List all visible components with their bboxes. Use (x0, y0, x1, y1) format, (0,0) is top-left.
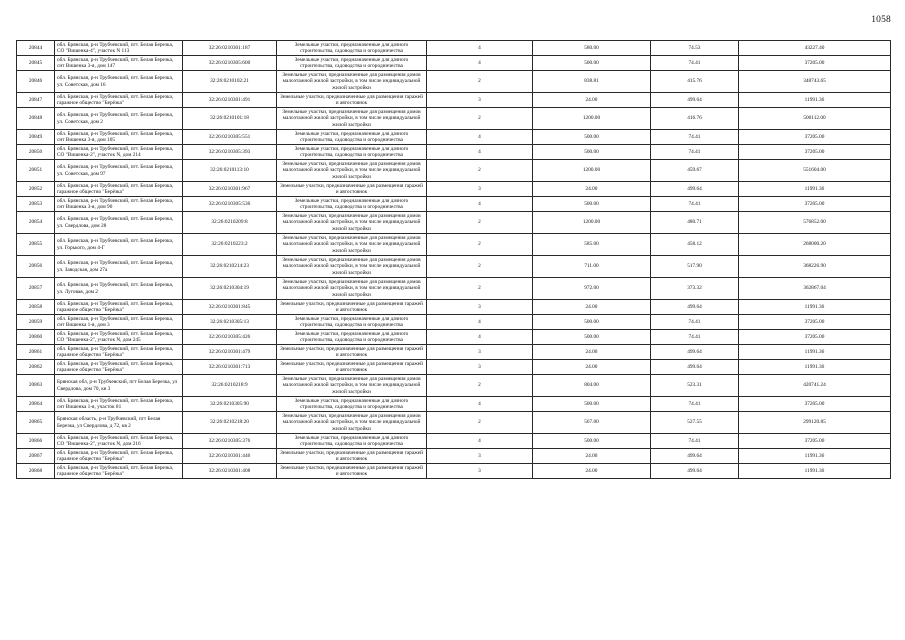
cadastral-value-cell: 368226.90 (739, 256, 891, 278)
cadastral-value-cell: 11991.36 (739, 93, 891, 108)
area-cell: 24.00 (533, 449, 651, 464)
record-number: 20865 (17, 412, 55, 434)
table-row (17, 56, 891, 71)
cadastral-value-cell: 11991.36 (739, 300, 891, 315)
land-use-cell: Земельные участки, предназначенные для дачного строительства, садоводства и огородничества (277, 330, 427, 345)
rate-cell: 523.31 (651, 375, 739, 397)
address-cell: обл. Брянская, р-н Трубчевский, пгт. Белая Березка, гаражное общество "Берёзка" (55, 93, 183, 108)
cadastral-value-cell: 37205.00 (739, 315, 891, 330)
cadastral-number: 32:26:0210305:600 (183, 56, 277, 71)
group-cell: 4 (427, 197, 533, 212)
table-row (17, 434, 891, 449)
rate-cell: 499.64 (651, 449, 739, 464)
address-cell: Брянская обл, р-н Трубчевский, пгт Белая Березка, ул Свердлова, дом 70, кв 3 (55, 375, 183, 397)
group-cell: 2 (427, 375, 533, 397)
group-cell: 4 (427, 145, 533, 160)
record-number: 20856 (17, 256, 55, 278)
table-row (17, 182, 891, 197)
group-cell: 4 (427, 56, 533, 71)
rate-cell: 74.41 (651, 397, 739, 412)
rate-cell: 499.64 (651, 300, 739, 315)
area-cell: 24.00 (533, 93, 651, 108)
record-number: 20848 (17, 108, 55, 130)
land-use-cell: Земельные участки, предназначенные для размещения домов малоэтажной жилой застройки, в том числе индивидуальной жилой застройки (277, 212, 427, 234)
rate-cell: 499.64 (651, 93, 739, 108)
address-cell: обл. Брянская, р-н Трубчевский, пгт. Белая Березка, снт Вишенка 3-я, дом 90 (55, 197, 183, 212)
area-cell: 972.00 (533, 278, 651, 300)
cadastral-number: 32:26:0210102:21 (183, 71, 277, 93)
cadastral-number: 32:26:0210301:845 (183, 300, 277, 315)
cadastral-number: 32:26:0210305:90 (183, 397, 277, 412)
cadastral-value-cell: 11991.36 (739, 464, 891, 479)
group-cell: 4 (427, 434, 533, 449)
table-row (17, 41, 891, 56)
group-cell: 4 (427, 397, 533, 412)
land-use-cell: Земельные участки, предназначенные для дачного строительства, садоводства и огородничества (277, 397, 427, 412)
table-row (17, 300, 891, 315)
record-number: 20868 (17, 464, 55, 479)
group-cell: 2 (427, 71, 533, 93)
cadastral-number: 32:26:0210301:187 (183, 41, 277, 56)
table-row (17, 278, 891, 300)
land-use-cell: Земельные участки, предназначенные для дачного строительства, садоводства и огородничества (277, 56, 427, 71)
address-cell: обл. Брянская, р-н Трубчевский, пгт. Белая Березка, ул. Свердлова, дом 28 (55, 212, 183, 234)
area-cell: 500.00 (533, 56, 651, 71)
area-cell: 567.00 (533, 412, 651, 434)
table-row (17, 145, 891, 160)
record-number: 20846 (17, 71, 55, 93)
group-cell: 4 (427, 315, 533, 330)
address-cell: обл. Брянская, р-н Трубчевский, пгт. Белая Березка, ул. Горького, дом 4-Г (55, 234, 183, 256)
table-row (17, 160, 891, 182)
address-cell: обл. Брянская, р-н Трубчевский, пгт. Белая Березка, гаражное общество "Берёзка" (55, 345, 183, 360)
cadastral-number: 32:26:0210301:479 (183, 345, 277, 360)
rate-cell: 373.32 (651, 278, 739, 300)
cadastral-number: 32:26:0210305:13 (183, 315, 277, 330)
rate-cell: 74.41 (651, 330, 739, 345)
table-row (17, 360, 891, 375)
address-cell: обл. Брянская, р-н Трубчевский, пгт. Белая Березка, снт Вишенка 1-я, дом 3 (55, 315, 183, 330)
land-use-cell: Земельные участки, предназначенные для размещения домов малоэтажной жилой застройки, в том числе индивидуальной жилой застройки (277, 71, 427, 93)
rate-cell: 517.90 (651, 256, 739, 278)
area-cell: 500.00 (533, 130, 651, 145)
address-cell: обл. Брянская, р-н Трубчевский, пгт. Белая Березка, гаражное общество "Берёзка" (55, 182, 183, 197)
table-row (17, 397, 891, 412)
cadastral-number: 32:26:0210301:491 (183, 93, 277, 108)
table-row (17, 315, 891, 330)
group-cell: 3 (427, 93, 533, 108)
cadastral-number: 32:26:0210301:713 (183, 360, 277, 375)
group-cell: 2 (427, 160, 533, 182)
cadastral-value-cell: 37205.00 (739, 197, 891, 212)
table-row (17, 330, 891, 345)
record-number: 20857 (17, 278, 55, 300)
record-number: 20851 (17, 160, 55, 182)
cadastral-number: 32:26:0210223:2 (183, 234, 277, 256)
area-cell: 500.00 (533, 434, 651, 449)
area-cell: 24.00 (533, 464, 651, 479)
record-number: 20845 (17, 56, 55, 71)
area-cell: 24.00 (533, 360, 651, 375)
table-row (17, 234, 891, 256)
cadastral-number: 32:26:0210301:408 (183, 464, 277, 479)
cadastral-number: 32:26:0210218:9 (183, 375, 277, 397)
cadastral-value-cell: 37205.00 (739, 330, 891, 345)
area-cell: 24.00 (533, 345, 651, 360)
cadastral-number: 32:26:0210301:446 (183, 449, 277, 464)
record-number: 20850 (17, 145, 55, 160)
area-cell: 804.00 (533, 375, 651, 397)
rate-cell: 74.41 (651, 145, 739, 160)
land-use-cell: Земельные участки, предназначенные для дачного строительства, садоводства и огородничества (277, 130, 427, 145)
table-row (17, 449, 891, 464)
address-cell: обл. Брянская, р-н Трубчевский, пгт. Белая Березка, снт Вишенка 1-я, участок 81 (55, 397, 183, 412)
address-cell: обл. Брянская, р-н Трубчевский, пгт. Белая Березка, гаражное общество "Берёзка" (55, 449, 183, 464)
cadastral-number: 32:26:0210301:967 (183, 182, 277, 197)
rate-cell: 459.67 (651, 160, 739, 182)
land-use-cell: Земельные участки, предназначенные для дачного строительства, садоводства и огородничества (277, 434, 427, 449)
cadastral-value-cell: 500112.00 (739, 108, 891, 130)
group-cell: 2 (427, 234, 533, 256)
land-use-cell: Земельные участки, предназначенные для размещения домов малоэтажной жилой застройки, в том числе индивидуальной жилой застройки (277, 108, 427, 130)
table-row (17, 108, 891, 130)
rate-cell: 499.64 (651, 182, 739, 197)
record-number: 20849 (17, 130, 55, 145)
rate-cell: 458.12 (651, 234, 739, 256)
cadastral-value-cell: 11991.36 (739, 345, 891, 360)
land-use-cell: Земельные участки, предназначенные для дачного строительства, садоводства и огородничества (277, 41, 427, 56)
group-cell: 3 (427, 449, 533, 464)
land-use-cell: Земельные участки, предназначенные для размещения гаражей и автостоянок (277, 93, 427, 108)
rate-cell: 416.76 (651, 108, 739, 130)
area-cell: 838.81 (533, 71, 651, 93)
table-row (17, 256, 891, 278)
record-number: 20847 (17, 93, 55, 108)
address-cell: обл. Брянская, р-н Трубчевский, пгт. Белая Березка, гаражное общество "Берёзка" (55, 464, 183, 479)
cadastral-value-cell: 37205.00 (739, 434, 891, 449)
cadastral-value-cell: 11991.36 (739, 182, 891, 197)
land-use-cell: Земельные участки, предназначенные для размещения домов малоэтажной жилой застройки, в том числе индивидуальной жилой застройки (277, 412, 427, 434)
land-use-cell: Земельные участки, предназначенные для размещения гаражей и автостоянок (277, 345, 427, 360)
rate-cell: 499.64 (651, 345, 739, 360)
group-cell: 3 (427, 345, 533, 360)
group-cell: 2 (427, 256, 533, 278)
land-use-cell: Земельные участки, предназначенные для размещения гаражей и автостоянок (277, 464, 427, 479)
area-cell: 1200.00 (533, 160, 651, 182)
cadastral-value-cell: 348743.65 (739, 71, 891, 93)
cadastral-number: 32:26:0210218:20 (183, 412, 277, 434)
table-row (17, 130, 891, 145)
record-number: 20858 (17, 300, 55, 315)
land-use-cell: Земельные участки, предназначенные для размещения домов малоэтажной жилой застройки, в том числе индивидуальной жилой застройки (277, 234, 427, 256)
cadastral-number: 32:26:0210304:19 (183, 278, 277, 300)
register-body (17, 41, 891, 479)
cadastral-number: 32:26:0210305:551 (183, 130, 277, 145)
land-use-cell: Земельные участки, предназначенные для размещения гаражей и автостоянок (277, 360, 427, 375)
land-use-cell: Земельные участки, предназначенные для размещения домов малоэтажной жилой застройки, в том числе индивидуальной жилой застройки (277, 278, 427, 300)
land-use-cell: Земельные участки, предназначенные для дачного строительства, садоводства и огородничества (277, 315, 427, 330)
address-cell: Брянская область, р-н Трубчевский, пгт Белая Березка, ул Свердлова, д 72, кв 2 (55, 412, 183, 434)
rate-cell: 480.71 (651, 212, 739, 234)
record-number: 20860 (17, 330, 55, 345)
group-cell: 3 (427, 464, 533, 479)
cadastral-number: 32:26:0210101:18 (183, 108, 277, 130)
cadastral-value-cell: 43227.40 (739, 41, 891, 56)
area-cell: 711.00 (533, 256, 651, 278)
group-cell: 3 (427, 360, 533, 375)
record-number: 20855 (17, 234, 55, 256)
area-cell: 585.00 (533, 234, 651, 256)
group-cell: 2 (427, 278, 533, 300)
area-cell: 500.00 (533, 330, 651, 345)
area-cell: 500.00 (533, 315, 651, 330)
record-number: 20861 (17, 345, 55, 360)
address-cell: обл. Брянская, р-н Трубчевский, пгт. Белая Березка, гаражное общество "Берёзка" (55, 300, 183, 315)
cadastral-number: 32:26:0210305:393 (183, 145, 277, 160)
cadastral-number: 32:26:0210113:10 (183, 160, 277, 182)
record-number: 20852 (17, 182, 55, 197)
cadastral-value-cell: 37205.00 (739, 397, 891, 412)
cadastral-value-cell: 268000.20 (739, 234, 891, 256)
land-use-cell: Земельные участки, предназначенные для размещения домов малоэтажной жилой застройки, в том числе индивидуальной жилой застройки (277, 256, 427, 278)
address-cell: обл. Брянская, р-н Трубчевский, пгт. Белая Березка, снт Вишенка 3-я, дом 147 (55, 56, 183, 71)
record-number: 20854 (17, 212, 55, 234)
cadastral-value-cell: 37205.00 (739, 130, 891, 145)
table-row (17, 345, 891, 360)
record-number: 20866 (17, 434, 55, 449)
area-cell: 1200.00 (533, 108, 651, 130)
table-row (17, 93, 891, 108)
group-cell: 3 (427, 182, 533, 197)
rate-cell: 74.41 (651, 197, 739, 212)
cadastral-value-cell: 420741.24 (739, 375, 891, 397)
table-row (17, 212, 891, 234)
table-row (17, 197, 891, 212)
group-cell: 3 (427, 300, 533, 315)
address-cell: обл. Брянская, р-н Трубчевский, пгт. Белая Березка, снт Вишенка 3-я, дом 105 (55, 130, 183, 145)
cadastral-number: 32:26:0210305:536 (183, 197, 277, 212)
rate-cell: 74.41 (651, 315, 739, 330)
rate-cell: 74.41 (651, 434, 739, 449)
group-cell: 2 (427, 108, 533, 130)
address-cell: обл. Брянская, р-н Трубчевский, пгт. Белая Березка, ул. Советская, дом 2 (55, 108, 183, 130)
cadastral-number: 32:26:0210209:8 (183, 212, 277, 234)
rate-cell: 499.64 (651, 360, 739, 375)
record-number: 20844 (17, 41, 55, 56)
address-cell: обл. Брянская, р-н Трубчевский, пгт. Белая Березка, ул. Советская, дом 97 (55, 160, 183, 182)
cadastral-value-cell: 362867.04 (739, 278, 891, 300)
area-cell: 500.00 (533, 145, 651, 160)
cadastral-value-cell: 37205.00 (739, 56, 891, 71)
land-use-cell: Земельные участки, предназначенные для размещения гаражей и автостоянок (277, 182, 427, 197)
table-row (17, 412, 891, 434)
address-cell: обл. Брянская, р-н Трубчевский, пгт. Белая Березка, гаражное общество "Берёзка" (55, 360, 183, 375)
table-row (17, 375, 891, 397)
address-cell: обл. Брянская, р-н Трубчевский, пгт. Белая Березка, СО "Вишенка-2", участок N, дом 216 (55, 434, 183, 449)
area-cell: 24.00 (533, 182, 651, 197)
cadastral-value-cell: 551604.00 (739, 160, 891, 182)
area-cell: 500.00 (533, 197, 651, 212)
address-cell: обл. Брянская, р-н Трубчевский, пгт. Белая Березка, ул. Луговая, дом 2 (55, 278, 183, 300)
cadastral-number: 32:26:0210305:376 (183, 434, 277, 449)
land-use-cell: Земельные участки, предназначенные для размещения домов малоэтажной жилой застройки, в том числе индивидуальной жилой застройки (277, 160, 427, 182)
cadastral-value-cell: 37205.00 (739, 145, 891, 160)
page-number: 1058 (871, 15, 891, 25)
cadastral-number: 32:26:0210214:23 (183, 256, 277, 278)
land-use-cell: Земельные участки, предназначенные для дачного строительства, садоводства и огородничества (277, 197, 427, 212)
cadastral-value-cell: 576852.00 (739, 212, 891, 234)
record-number: 20862 (17, 360, 55, 375)
group-cell: 2 (427, 212, 533, 234)
record-number: 20853 (17, 197, 55, 212)
cadastral-value-cell: 11991.36 (739, 360, 891, 375)
cadastral-value-cell: 299120.85 (739, 412, 891, 434)
area-cell: 500.00 (533, 397, 651, 412)
address-cell: обл. Брянская, р-н Трубчевский, пгт. Белая Березка, СО "Вишенка-2", участок N, дом 245 (55, 330, 183, 345)
land-use-cell: Земельные участки, предназначенные для размещения гаражей и автостоянок (277, 300, 427, 315)
record-number: 20863 (17, 375, 55, 397)
record-number: 20864 (17, 397, 55, 412)
address-cell: обл. Брянская, р-н Трубчевский, пгт. Белая Березка, ул. Заводская, дом 27а (55, 256, 183, 278)
land-use-cell: Земельные участки, предназначенные для размещения домов малоэтажной жилой застройки, в том числе индивидуальной жилой застройки (277, 375, 427, 397)
group-cell: 2 (427, 412, 533, 434)
group-cell: 4 (427, 41, 533, 56)
area-cell: 24.00 (533, 300, 651, 315)
land-use-cell: Земельные участки, предназначенные для дачного строительства, садоводства и огородничества (277, 145, 427, 160)
address-cell: обл. Брянская, р-н Трубчевский, пгт. Белая Березка, ул. Советская, дом 16 (55, 71, 183, 93)
rate-cell: 499.64 (651, 464, 739, 479)
cadastral-number: 32:26:0210305:426 (183, 330, 277, 345)
address-cell: обл. Брянская, р-н Трубчевский, пгт. Белая Березка, СО "Вишенка-4", участок N 113 (55, 41, 183, 56)
rate-cell: 74.53 (651, 41, 739, 56)
cadastral-value-cell: 11991.36 (739, 449, 891, 464)
record-number: 20859 (17, 315, 55, 330)
land-use-cell: Земельные участки, предназначенные для размещения гаражей и автостоянок (277, 449, 427, 464)
group-cell: 4 (427, 130, 533, 145)
address-cell: обл. Брянская, р-н Трубчевский, пгт. Белая Березка, СО "Вишенка-2", участок N, дом 214 (55, 145, 183, 160)
rate-cell: 74.41 (651, 56, 739, 71)
rate-cell: 415.76 (651, 71, 739, 93)
land-register-table (16, 40, 891, 479)
table-row (17, 71, 891, 93)
group-cell: 4 (427, 330, 533, 345)
rate-cell: 74.41 (651, 130, 739, 145)
area-cell: 580.00 (533, 41, 651, 56)
rate-cell: 527.55 (651, 412, 739, 434)
table-row (17, 464, 891, 479)
record-number: 20867 (17, 449, 55, 464)
area-cell: 1200.00 (533, 212, 651, 234)
